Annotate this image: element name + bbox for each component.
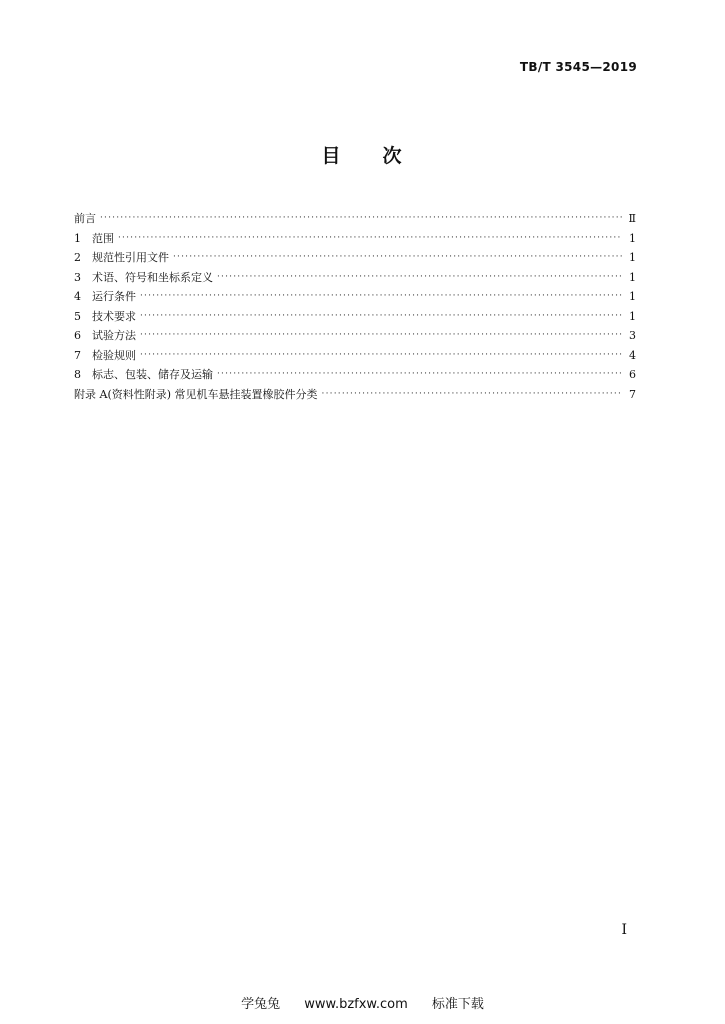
toc-entry-label: 规范性引用文件: [92, 251, 169, 264]
toc-entry-label: 术语、符号和坐标系定义: [92, 270, 213, 284]
toc-entry-number: 4: [74, 290, 81, 303]
page-number: I: [621, 922, 627, 938]
toc-entry-label: 附录 A(资料性附录) 常见机车悬挂装置橡胶件分类: [74, 387, 318, 401]
toc-entry-annex-a[interactable]: [74, 385, 636, 405]
dot-leader: [140, 287, 622, 307]
toc-entry-label: 技术要求: [92, 309, 136, 323]
toc-entry-page: 1: [629, 251, 636, 264]
toc-entry-number: 7: [74, 348, 81, 362]
page-title: [0, 141, 725, 168]
dot-leader: [100, 209, 622, 229]
toc-entry-1[interactable]: [74, 229, 636, 249]
toc-entry-number: 8: [74, 368, 81, 381]
toc-entry-label: 范围: [92, 231, 114, 245]
watermark-url[interactable]: www.bzfxw.com: [304, 997, 408, 1012]
dot-leader: [140, 326, 622, 346]
watermark-site-name: 学兔兔: [241, 997, 281, 1012]
toc-entry-page: 1: [629, 290, 636, 303]
dot-leader: [118, 229, 622, 249]
dot-leader: [217, 268, 622, 288]
toc-entry-label: 运行条件: [92, 290, 136, 303]
toc-entry-4[interactable]: [74, 287, 636, 307]
toc-entry-number: 6: [74, 329, 81, 342]
toc-entry-7[interactable]: [74, 346, 636, 366]
toc-entry-page: 1: [629, 231, 636, 245]
toc-entry-label: 检验规则: [92, 348, 136, 362]
toc-entry-number: 5: [74, 309, 81, 323]
table-of-contents: [74, 209, 636, 404]
standard-number: TB/T 3545—2019: [519, 60, 637, 74]
toc-entry-5[interactable]: [74, 307, 636, 327]
toc-entry-page: 7: [629, 387, 636, 401]
watermark: [0, 993, 725, 1012]
toc-entry-page: 4: [629, 348, 636, 362]
toc-entry-2[interactable]: [74, 248, 636, 268]
dot-leader: [322, 385, 622, 405]
toc-entry-page: 1: [629, 309, 636, 323]
toc-entry-foreword[interactable]: [74, 209, 636, 229]
toc-entry-number: 2: [74, 251, 81, 264]
toc-entry-page: 6: [629, 368, 636, 381]
toc-entry-page: 3: [629, 329, 636, 342]
toc-entry-6[interactable]: [74, 326, 636, 346]
toc-entry-label: 前言: [74, 212, 96, 225]
toc-entry-label: 试验方法: [92, 329, 136, 342]
toc-entry-page: 1: [629, 270, 636, 284]
dot-leader: [140, 307, 622, 327]
title-char-2: 次: [382, 145, 404, 167]
dot-leader: [217, 365, 622, 385]
toc-entry-8[interactable]: [74, 365, 636, 385]
dot-leader: [140, 346, 622, 366]
toc-entry-3[interactable]: [74, 268, 636, 288]
toc-entry-number: 3: [74, 270, 81, 284]
title-char-1: 目: [321, 145, 343, 167]
toc-entry-number: 1: [74, 231, 81, 245]
toc-entry-label: 标志、包装、储存及运输: [92, 368, 213, 381]
toc-entry-page: Ⅱ: [628, 212, 636, 225]
watermark-slogan: 标准下载: [431, 997, 484, 1012]
dot-leader: [173, 248, 622, 268]
